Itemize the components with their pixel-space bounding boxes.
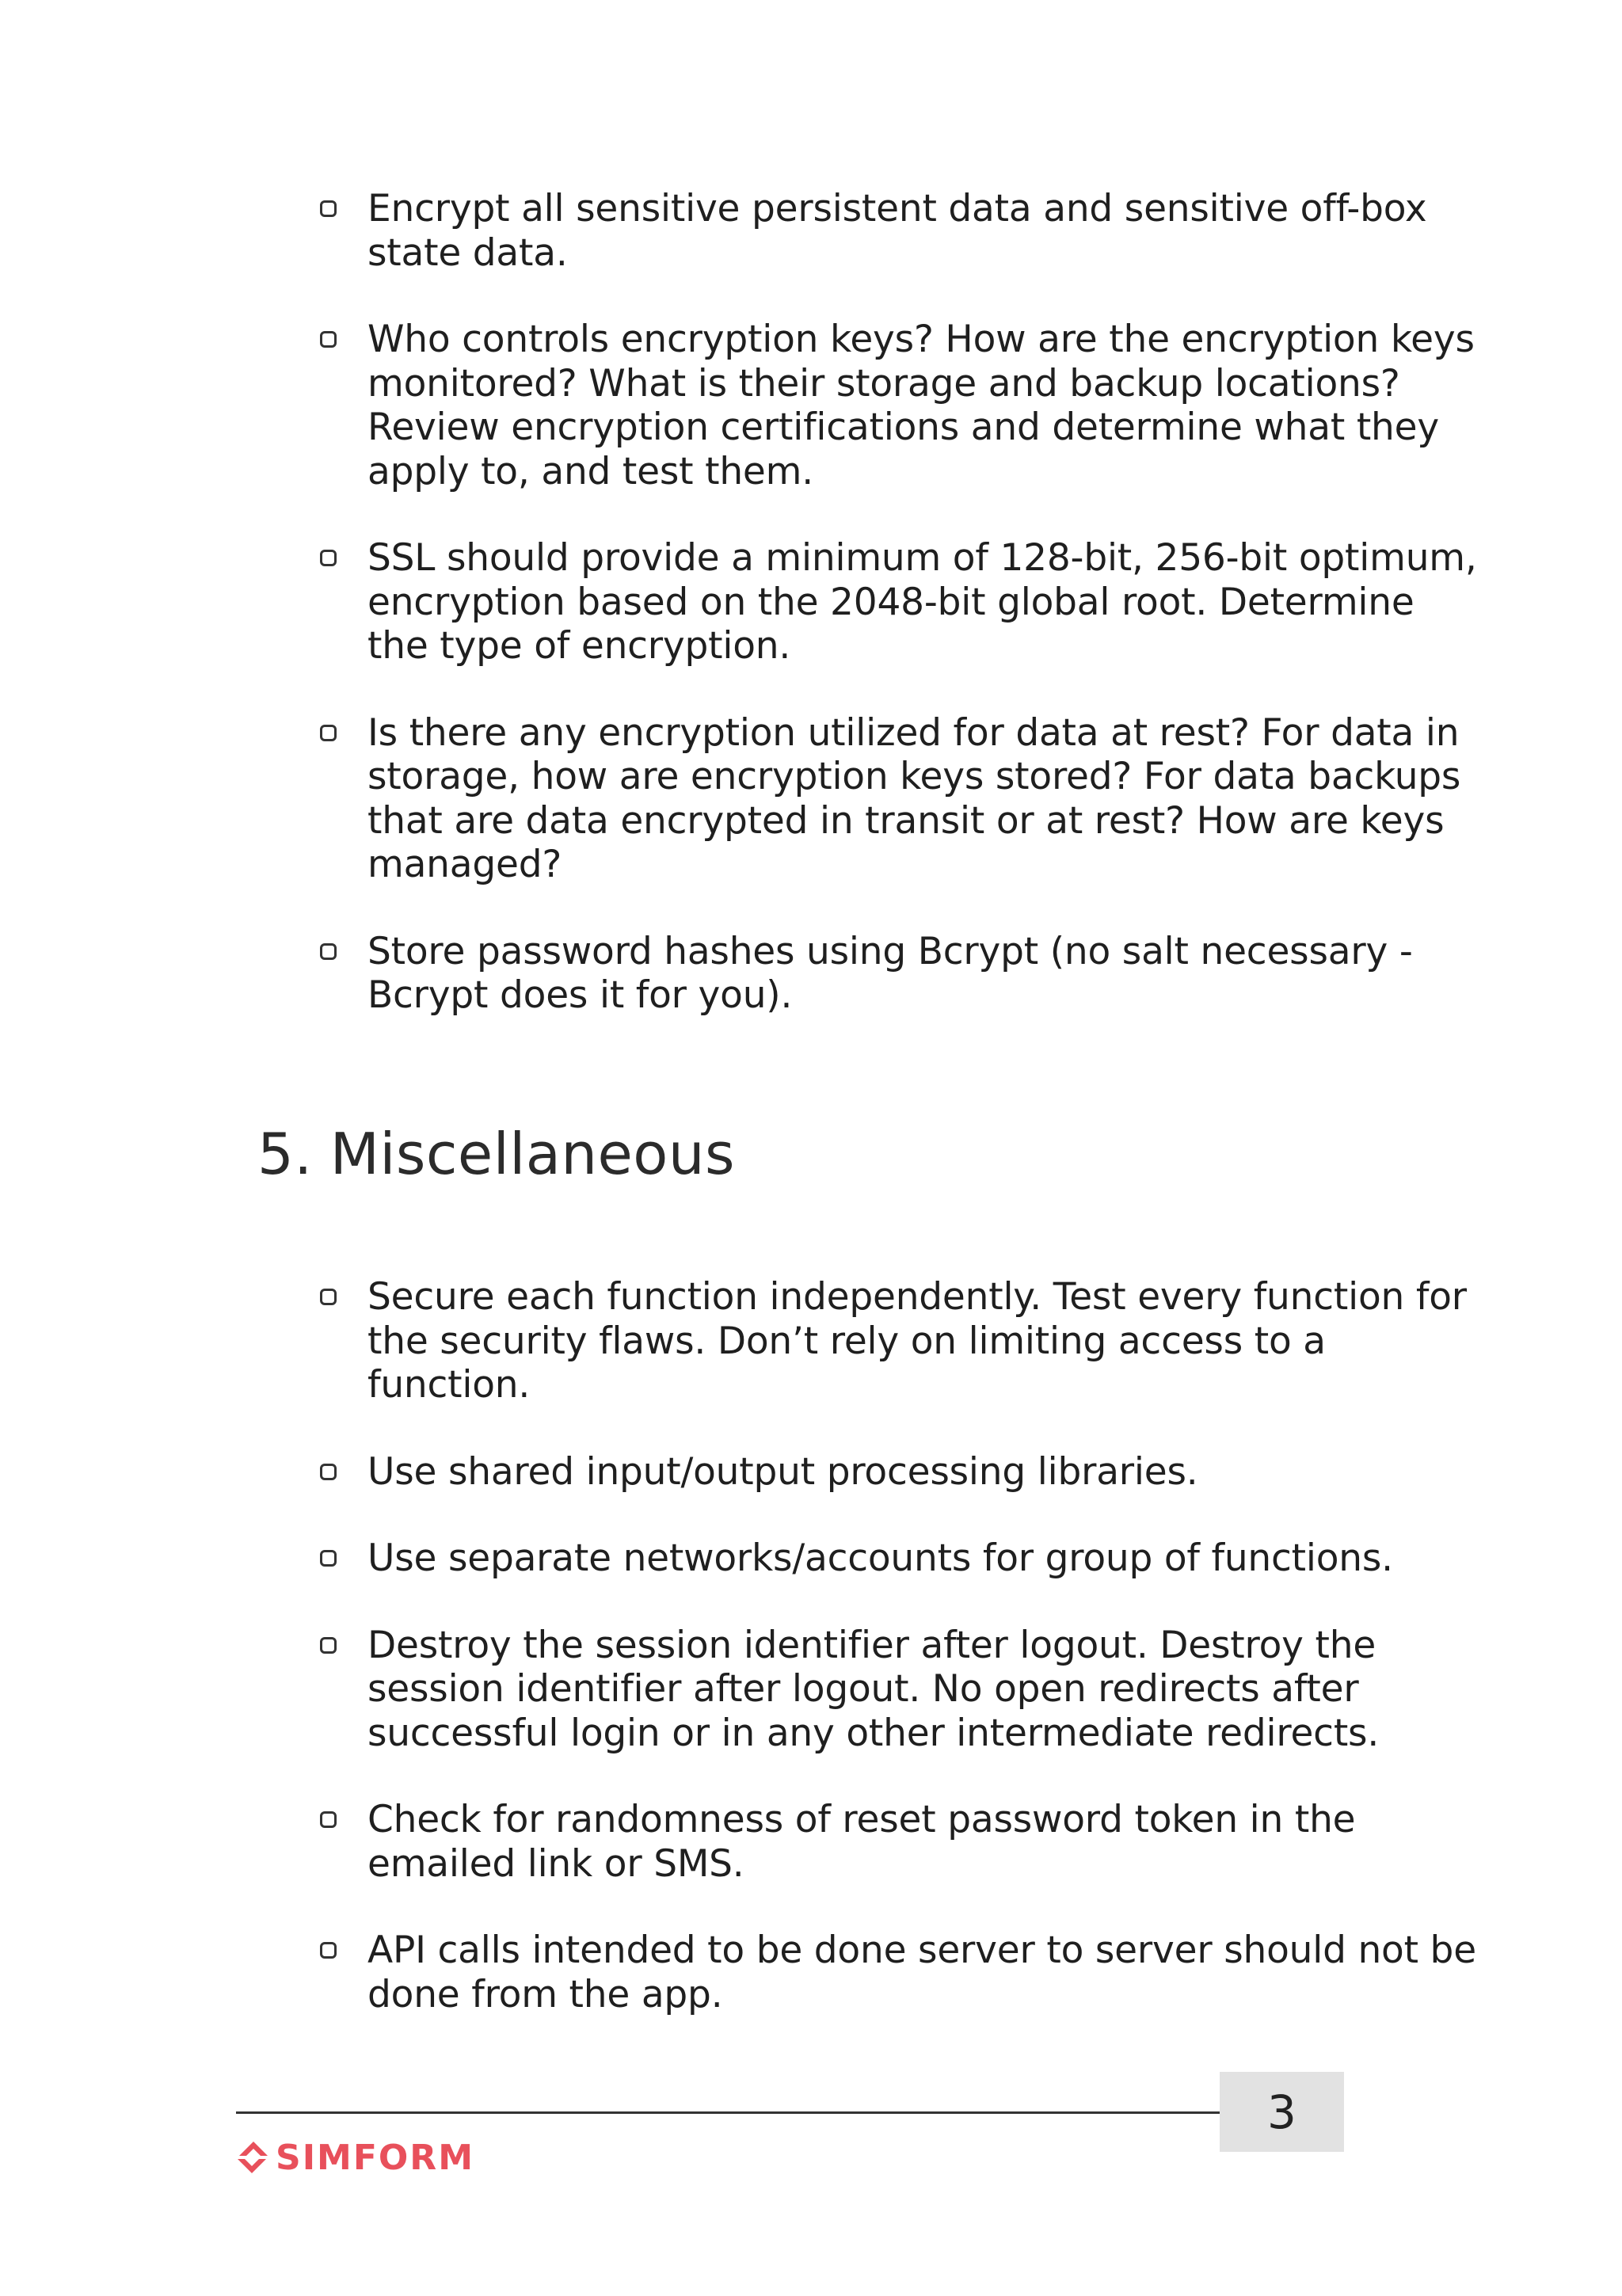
list-item <box>0 930 1622 1018</box>
miscellaneous-checklist <box>0 1275 1622 2059</box>
list-item-text: Use separate networks/accounts for group of functions. <box>367 1536 1393 1580</box>
brand-logo <box>234 2135 474 2180</box>
simform-logo-icon <box>234 2139 271 2176</box>
checkbox-bullet-icon <box>320 725 337 741</box>
checkbox-bullet-icon <box>320 1289 337 1305</box>
list-item <box>0 1798 1622 1886</box>
checkbox-bullet-icon <box>320 200 337 217</box>
section-title: Miscellaneous <box>329 1121 735 1187</box>
brand-name: SIMFORM <box>276 2137 474 2178</box>
section-number: 5. <box>257 1121 313 1187</box>
list-item-text: Store password hashes using Bcrypt (no salt necessary - Bcrypt does it for you). <box>367 929 1413 1017</box>
page-number-box <box>1220 2072 1344 2152</box>
list-item-text: Secure each function independently. Test every function for the security flaws. Don’t rely on limiting access to a function. <box>367 1275 1467 1407</box>
list-item <box>0 1929 1622 2016</box>
list-item-text: Who controls encryption keys? How are the encryption keys monitored? What is their storage and backup locations? Review encryption certifications and determine what they apply to, and test them. <box>367 318 1475 493</box>
list-item-text: Use shared input/output processing libraries. <box>367 1449 1198 1494</box>
list-item-text: SSL should provide a minimum of 128-bit, 256-bit optimum, encryption based on the 2048-bit global root. Determine the type of encryption. <box>367 536 1477 668</box>
footer-divider <box>236 2111 1220 2114</box>
list-item <box>0 711 1622 887</box>
list-item-text: API calls intended to be done server to server should not be done from the app. <box>367 1929 1476 2016</box>
list-item-text: Encrypt all sensitive persistent data and sensitive off-box state data. <box>367 187 1427 275</box>
checkbox-bullet-icon <box>320 1942 337 1959</box>
list-item <box>0 1536 1622 1581</box>
checkbox-bullet-icon <box>320 1464 337 1480</box>
list-item <box>0 1450 1622 1494</box>
checkbox-bullet-icon <box>320 1637 337 1654</box>
list-item <box>0 318 1622 493</box>
list-item <box>0 536 1622 668</box>
list-item-text: Destroy the session identifier after logout. Destroy the session identifier after logout. No open redirects after successful login or in any other intermediate redirects. <box>367 1623 1380 1755</box>
list-item <box>0 187 1622 275</box>
list-item <box>0 1624 1622 1756</box>
checkbox-bullet-icon <box>320 331 337 348</box>
list-item-text: Is there any encryption utilized for data at rest? For data in storage, how are encryption keys stored? For data backups that are data encrypted in transit or at rest? How are keys managed? <box>367 710 1461 886</box>
checkbox-bullet-icon <box>320 943 337 960</box>
encryption-checklist <box>0 187 1622 1060</box>
section-heading <box>257 1118 735 1190</box>
list-item <box>0 1275 1622 1407</box>
list-item-text: Check for randomness of reset password token in the emailed link or SMS. <box>367 1798 1356 1886</box>
page-number: 3 <box>1267 2085 1296 2139</box>
checkbox-bullet-icon <box>320 1811 337 1828</box>
checkbox-bullet-icon <box>320 1550 337 1567</box>
checkbox-bullet-icon <box>320 550 337 566</box>
